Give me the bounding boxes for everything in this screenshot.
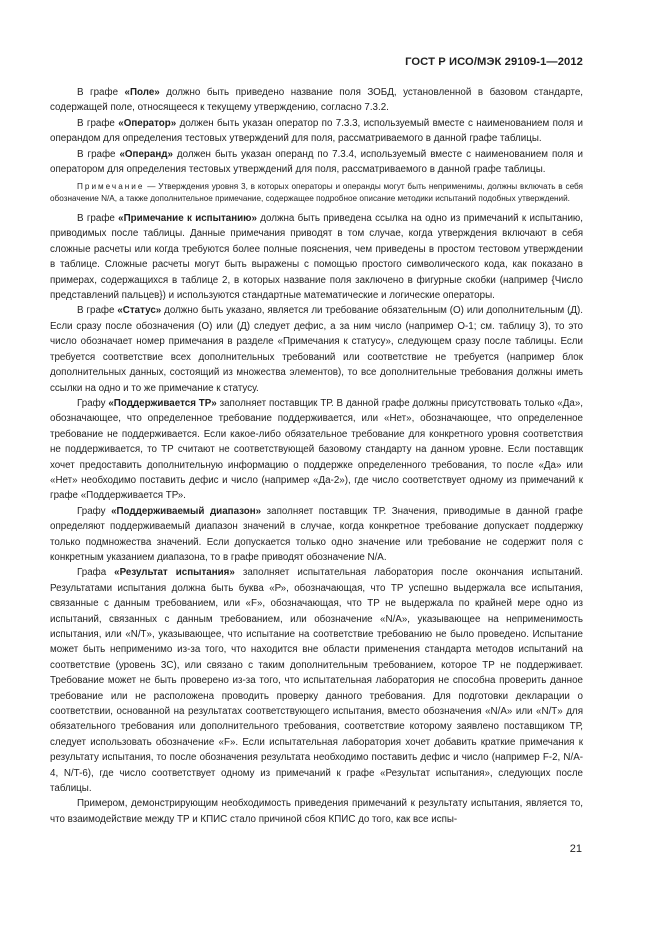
paragraph-text: заполняет испытательная лаборатория после окончания испытаний. Результатами испытания должна быть буква «Р», обозначающая, что ТР успешно выдержала все испытания, связанные с данным требованием, или «F», обозначающая, что ТР не выдержала по крайней мере одно из испытаний, связанных с данным требованием, или обозначение «N/A», указывающее на неприменимость испытания, или «N/T», указывающее, что испытание на соответствие требованию не было проведено. Испытание может быть неприменимо из-за того, что находится вне области применения стандарта методов испытаний на соответствие (уровень 3С), или связано с таким дополнительным требованием, которое ТР не поддерживает. Требование может не быть проверено из-за того, что испытательная лаборатория не способна проверить данное требование или не расположена проводить проверку данного требования. Для подготовки декларации о соответствии, основанной на результатах соответствующего испытания, вместо обозначения «N/A» или «N/T» для обязательного требования или дополнительного требования, соответствие которому заявлено поставщиком ТР, следует использовать обозначение «F». Если испытательная лаборатория хочет добавить краткие примечания к результату испытания, то после обозначения результата необходимо поставить дефис и число (например F-2, N/A-4, N/T-6), где число соответствует одному из примечаний к графе «Результат испытания», следующих после таблицы. [50,567,584,795]
paragraph-supported [50,396,583,504]
page-number: 21 [569,843,582,855]
paragraph-text: должен быть указан оператор по 7.3.3, используемый вместе с наименованием поля и операндом для определения тестовых утверждений для поля, рассматриваемого в данной графе таблицы. [50,117,584,145]
document-body [50,85,583,827]
note-text: — Утверждения уровня 3, в которых операторы и операнды могут быть неприменимы, должны включать в себя обозначение N/A, а также дополнительное примечание, содержащее подробное описание методики испытаний подобных утверждений. [50,182,583,204]
paragraph-status [50,303,583,395]
paragraph-text: должно быть приведено название поля ЗОБД, установленной в базовом стандарте, содержащей поле, относящееся к текущему утверждению, согласно 7.3.2. [50,87,583,114]
column-term: «Поддерживаемый диапазон» [111,505,262,517]
column-term: «Оператор» [118,117,177,129]
standard-header: ГОСТ Р ИСО/МЭК 29109-1—2012 [405,56,583,68]
paragraph-test-result [50,565,583,796]
column-term: «Результат испытания» [114,567,235,579]
paragraph-supported-range [50,504,583,566]
paragraph-text: должна быть приведена ссылка на одно из примечаний к испытанию, приводимых после таблицы. Данные примечания приводят в том случае, когда утверждения включают в себя сложные расчеты или когда требуются более полные пояснения, чем приведены в простом тестовом утверждении в таблице. Сложные расчеты могут быть выражены с помощью простого символического кода, как показано в примерах, содержащихся в таблице 2, в которых название поля заключено в фигурные скобки (например {Число представлений пальцев}) и используются стандартные математические и логические операторы. [50,213,583,302]
paragraph-lead: В графе [77,117,119,129]
note-label: Примечание [77,182,145,192]
column-term: «Операнд» [119,148,173,160]
column-term: «Статус» [117,305,162,317]
paragraph-lead: Графу [77,397,109,409]
paragraph-text: должно быть указано, является ли требование обязательным (О) или дополнительным (Д). Если сразу после обозначения (О) или (Д) следует дефис, а за ним число (например О-1; см. таблицу 3), то это число обозначает номер примечания в разделе «Примечания к статусу», следующем сразу после таблицы. Если требуется соответствие всех дополнительных требований или соответствие не требуется (например блок дополнительных данных, состоящий из множества элементов), то все дополнительные требования должны иметь ссылки на одно и то же примечание к статусу. [50,305,583,394]
paragraph-lead: В графе [77,213,119,225]
paragraph-text: заполняет поставщик ТР. В данной графе должны присутствовать только «Да», обозначающее, что определенное требование поддерживается, или «Нет», обозначающее, что определенное требование не поддерживается. Если какое-либо обязательное требование для конкретного уровня соответствия не поддерживается, то ТР считают не соответствующей базовому стандарту на данном уровне. Если поставщик хочет предоставить дополнительную информацию о поддержке определенного требования, то после «Да» или «Нет» необходимо поставить дефис и число (например «Да-2»), где число соответствует одному из примечаний к графе «Поддерживается ТР». [50,397,583,502]
paragraph-field [50,85,583,116]
paragraph-text: Примером, демонстрирующим необходимость приведения примечаний к результату испытания, является то, что взаимодействие между ТР и КПИС стало причиной сбоя КПИС до того, как все испы- [50,798,583,825]
column-term: «Поддерживается ТР» [108,397,217,409]
note [50,181,583,205]
paragraph-example [50,796,583,827]
column-term: «Примечание к испытанию» [118,213,257,225]
paragraph-text: заполняет поставщик ТР. Значения, приводимые в данной графе определяют поддерживаемый диапазон значений в случае, когда конкретное требование допускает поддержку только подмножества значений. Если допускается только одно значение или требование не содержит поля с конкретным указанием диапазона, то в графе приводят обозначение N/A. [50,505,583,563]
paragraph-lead: В графе [77,148,120,160]
paragraph-lead: В графе [77,87,125,98]
column-term: «Поле» [124,87,160,98]
paragraph-lead: Графу [77,505,112,517]
paragraph-lead: Графа [77,567,115,579]
paragraph-test-note [50,211,583,303]
paragraph-operand [50,147,583,178]
paragraph-operator [50,116,583,147]
paragraph-lead: В графе [77,305,118,317]
paragraph-text: должен быть указан операнд по 7.3.4, используемый вместе с наименованием поля и оператором для определения тестовых утверждений для поля, рассматриваемого в данной графе таблицы. [50,148,583,176]
